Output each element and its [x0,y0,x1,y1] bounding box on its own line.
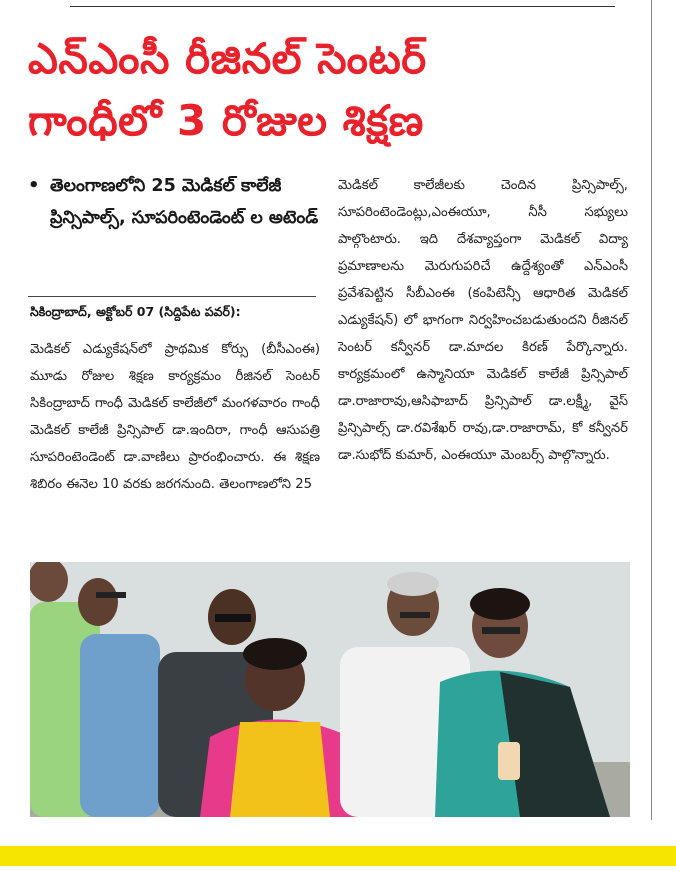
dateline: సికింద్రాబాద్, అక్టోబర్ 07 (సిద్దిపేట పవర్): [30,304,241,319]
article-column-right [338,172,628,469]
headline-line-1: ఎన్ఎంసీ రీజినల్ సెంటర్ [28,34,427,83]
subhead-rule [28,296,316,297]
news-photo [30,562,630,817]
top-rule [70,6,615,7]
headline-line-2: గాంధీలో 3 రోజుల శిక్షణ [28,96,424,145]
subhead-bullet [28,170,320,234]
subhead-text: తెలంగాణలోని 25 మెడికల్ కాలేజీ ప్రిన్సిపాల్స్, సూపరింటెండెంట్ ల అటెండ్ [50,176,319,228]
column-divider [651,0,652,820]
subhead-box [28,170,320,234]
article-column-left [30,336,320,498]
footer-yellow-band [0,846,676,866]
article-text-left: మెడికల్ ఎడ్యుకేషన్‌లో ప్రాథమిక కోర్సు (బీసీఎంఈ) మూడు రోజుల శిక్షణ కార్యక్రమం రీజినల్ సెంటర్ సికింద్రాబాద్ గాంధీ మెడికల్ కాలేజీలో మంగళవారం గాంధీ మెడికల్ కాలేజీ ప్రిన్సిపాల్ డా.ఇందిరా, గాంధీ ఆసుపత్రి సూపరింటెండెంట్ డా.వాణిలు ప్రారంభించారు. ఈ శిక్షణ శిబిరం ఈనెల 10 వరకు జరగనుంది. తెలంగాణలోని 25 [30,342,320,492]
bullet-icon: • [28,175,40,196]
article-text-right: మెడికల్ కాలేజీలకు చెందిన ప్రిన్సిపాల్స్, సూపరింటెండెంట్లు,ఎంఈయూ, నీసీ సభ్యులు పాల్గొంటారు. ఇది దేశవ్యాప్తంగా మెడికల్ విద్యా ప్రమాణాలను మెరుగుపరిచే ఉద్దేశ్యంతో ఎన్ఎంసీ ప్రవేశపెట్టిన సీబీఎంఈ (కంపిటెన్సీ ఆధారిత మెడికల్ ఎడ్యుకేషన్) లో భాగంగా నిర్వహించబడుతుందని రీజినల్ సెంటర్ కన్వీనర్ డా.మాదల కిరణ్ పేర్కొన్నారు. కార్యక్రమంలో ఉస్మానియా మెడికల్ కాలేజీ ప్రిన్సిపాల్ డా.రాజారావు,ఆసిఫాబాద్ ప్రిన్సిపాల్ డా.లక్ష్మీ, వైస్ ప్రిన్సిపాల్స్ డా.రవిశేఖర్ రావు,డా.రాజారామ్, కో కన్వీనర్ డా.సుభోద్ కుమార్, ఎంఈయూ మెంబర్స్ పాల్గొన్నారు. [338,178,628,463]
headline [28,28,628,152]
